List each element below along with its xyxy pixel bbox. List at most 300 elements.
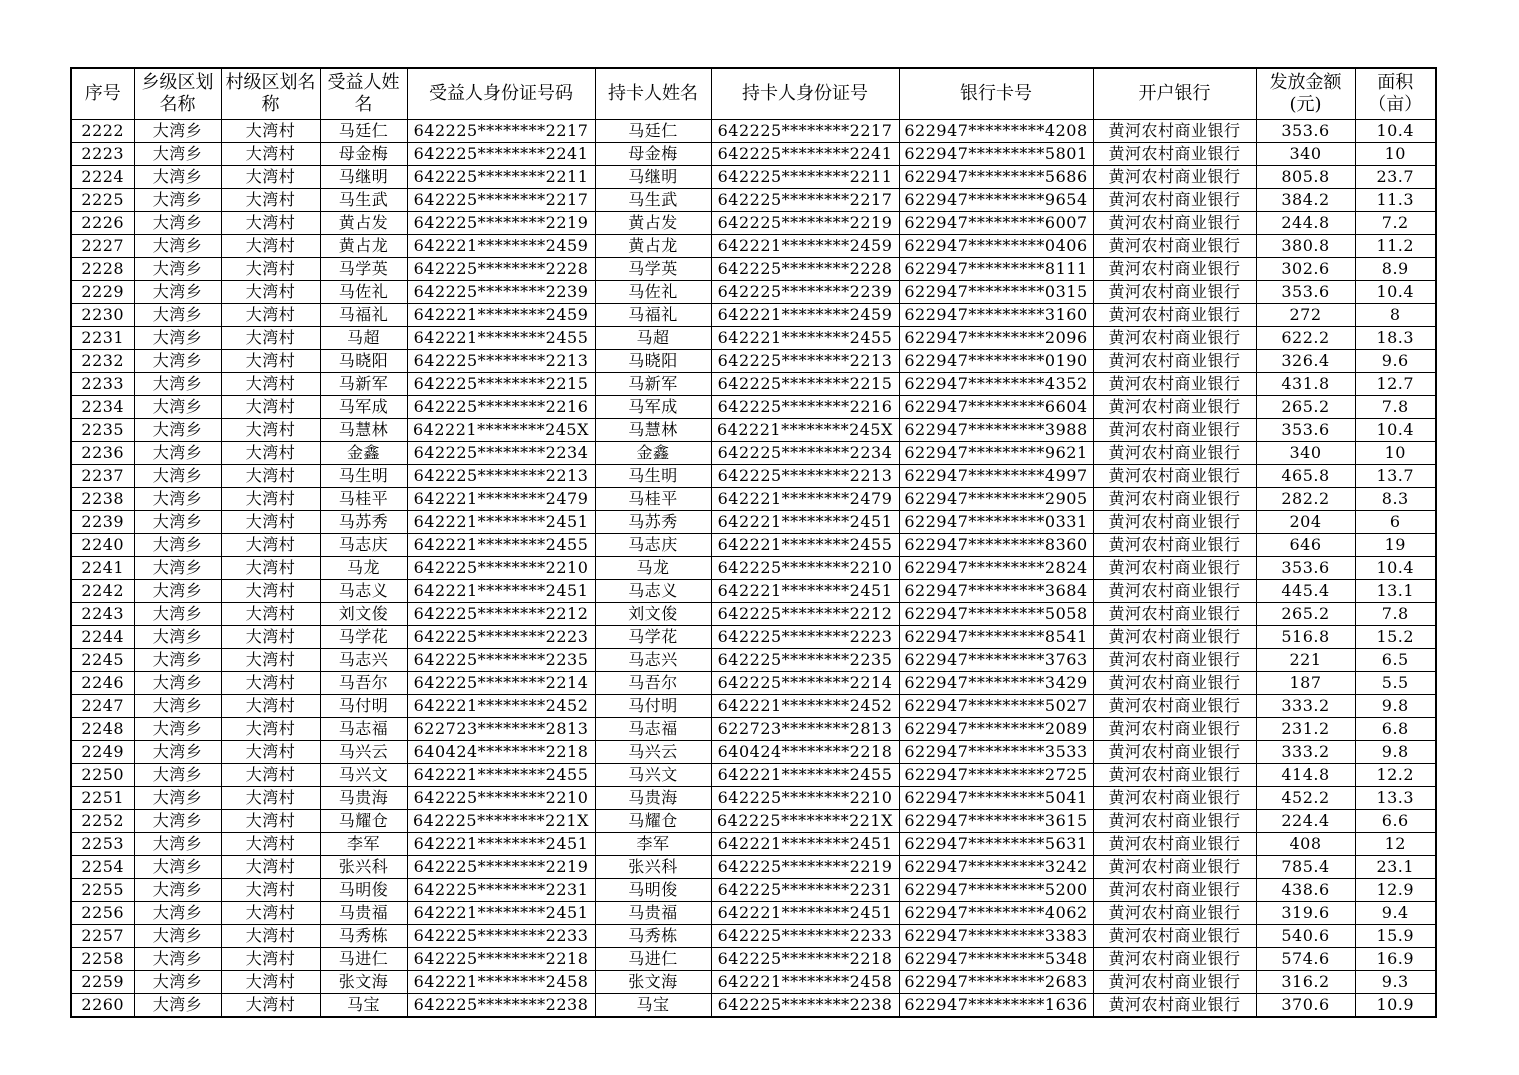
- cell-township: 大湾乡: [134, 327, 221, 350]
- cell-area: 9.3: [1355, 971, 1436, 994]
- cell-bank: 黄河农村商业银行: [1093, 189, 1256, 212]
- cell-beneficiary-id: 642225********2241: [407, 143, 595, 166]
- cell-area: 19: [1355, 534, 1436, 557]
- cell-index: 2248: [71, 718, 134, 741]
- cell-area: 23.7: [1355, 166, 1436, 189]
- cell-bank-card: 622947*********5348: [899, 948, 1093, 971]
- cell-beneficiary-name: 马兴云: [320, 741, 407, 764]
- cell-cardholder-name: 马生明: [595, 465, 711, 488]
- cell-area: 6.8: [1355, 718, 1436, 741]
- cell-village: 大湾村: [221, 396, 320, 419]
- cell-area: 7.2: [1355, 212, 1436, 235]
- cell-beneficiary-id: 642221********2479: [407, 488, 595, 511]
- cell-index: 2232: [71, 350, 134, 373]
- cell-beneficiary-id: 642225********2235: [407, 649, 595, 672]
- cell-bank: 黄河农村商业银行: [1093, 948, 1256, 971]
- cell-amount: 204: [1256, 511, 1355, 534]
- cell-township: 大湾乡: [134, 649, 221, 672]
- cell-cardholder-id: 642225********2217: [711, 120, 899, 143]
- cell-township: 大湾乡: [134, 672, 221, 695]
- cell-area: 16.9: [1355, 948, 1436, 971]
- cell-bank: 黄河农村商业银行: [1093, 511, 1256, 534]
- cell-cardholder-id: 642221********2451: [711, 833, 899, 856]
- cell-cardholder-name: 马志庆: [595, 534, 711, 557]
- table-row: [71, 465, 1436, 488]
- cell-bank: 黄河农村商业银行: [1093, 672, 1256, 695]
- table-row: [71, 925, 1436, 948]
- cell-bank: 黄河农村商业银行: [1093, 879, 1256, 902]
- cell-township: 大湾乡: [134, 534, 221, 557]
- cell-village: 大湾村: [221, 419, 320, 442]
- cell-cardholder-name: 马学英: [595, 258, 711, 281]
- cell-village: 大湾村: [221, 534, 320, 557]
- col-header-beneficiary-id: 受益人身份证号码: [407, 68, 595, 120]
- cell-bank-card: 622947*********5801: [899, 143, 1093, 166]
- cell-index: 2228: [71, 258, 134, 281]
- cell-cardholder-id: 642221********2459: [711, 235, 899, 258]
- table-row: [71, 764, 1436, 787]
- cell-area: 6.6: [1355, 810, 1436, 833]
- cell-cardholder-id: 642225********2213: [711, 350, 899, 373]
- cell-beneficiary-id: 642221********245X: [407, 419, 595, 442]
- cell-bank: 黄河农村商业银行: [1093, 971, 1256, 994]
- cell-beneficiary-id: 642225********2210: [407, 557, 595, 580]
- cell-index: 2255: [71, 879, 134, 902]
- cell-amount: 272: [1256, 304, 1355, 327]
- cell-cardholder-id: 622723********2813: [711, 718, 899, 741]
- cell-beneficiary-name: 马兴文: [320, 764, 407, 787]
- cell-beneficiary-id: 642221********2452: [407, 695, 595, 718]
- cell-bank-card: 622947*********0406: [899, 235, 1093, 258]
- cell-beneficiary-id: 642221********2458: [407, 971, 595, 994]
- cell-township: 大湾乡: [134, 488, 221, 511]
- cell-area: 8.9: [1355, 258, 1436, 281]
- col-header-beneficiary-name: 受益人姓名: [320, 68, 407, 120]
- cell-area: 12.9: [1355, 879, 1436, 902]
- cell-bank-card: 622947*********3615: [899, 810, 1093, 833]
- cell-beneficiary-id: 642225********2219: [407, 212, 595, 235]
- table-row: [71, 235, 1436, 258]
- cell-village: 大湾村: [221, 373, 320, 396]
- cell-beneficiary-id: 642225********2218: [407, 948, 595, 971]
- cell-cardholder-id: 642225********2215: [711, 373, 899, 396]
- cell-village: 大湾村: [221, 281, 320, 304]
- cell-amount: 414.8: [1256, 764, 1355, 787]
- cell-bank: 黄河农村商业银行: [1093, 787, 1256, 810]
- cell-area: 8.3: [1355, 488, 1436, 511]
- cell-township: 大湾乡: [134, 971, 221, 994]
- cell-cardholder-name: 马付明: [595, 695, 711, 718]
- cell-bank-card: 622947*********1636: [899, 994, 1093, 1018]
- cell-cardholder-name: 马耀仓: [595, 810, 711, 833]
- cell-beneficiary-name: 马慧林: [320, 419, 407, 442]
- table-row: [71, 258, 1436, 281]
- table-row: [71, 718, 1436, 741]
- cell-index: 2231: [71, 327, 134, 350]
- cell-bank-card: 622947*********3160: [899, 304, 1093, 327]
- cell-cardholder-name: 马兴云: [595, 741, 711, 764]
- cell-village: 大湾村: [221, 442, 320, 465]
- cell-village: 大湾村: [221, 787, 320, 810]
- cell-bank: 黄河农村商业银行: [1093, 442, 1256, 465]
- cell-cardholder-name: 马晓阳: [595, 350, 711, 373]
- table-row: [71, 649, 1436, 672]
- cell-index: 2243: [71, 603, 134, 626]
- cell-beneficiary-name: 马生明: [320, 465, 407, 488]
- cell-index: 2235: [71, 419, 134, 442]
- cell-village: 大湾村: [221, 741, 320, 764]
- cell-township: 大湾乡: [134, 626, 221, 649]
- cell-area: 8: [1355, 304, 1436, 327]
- cell-village: 大湾村: [221, 120, 320, 143]
- cell-bank: 黄河农村商业银行: [1093, 603, 1256, 626]
- cell-index: 2222: [71, 120, 134, 143]
- cell-bank-card: 622947*********2683: [899, 971, 1093, 994]
- table-row: [71, 166, 1436, 189]
- cell-beneficiary-id: 642225********221X: [407, 810, 595, 833]
- table-row: [71, 511, 1436, 534]
- cell-beneficiary-name: 马志福: [320, 718, 407, 741]
- cell-index: 2224: [71, 166, 134, 189]
- cell-village: 大湾村: [221, 212, 320, 235]
- cell-bank: 黄河农村商业银行: [1093, 212, 1256, 235]
- cell-cardholder-name: 马慧林: [595, 419, 711, 442]
- cell-amount: 333.2: [1256, 695, 1355, 718]
- cell-bank-card: 622947*********4352: [899, 373, 1093, 396]
- cell-cardholder-name: 李军: [595, 833, 711, 856]
- col-header-index: 序号: [71, 68, 134, 120]
- cell-village: 大湾村: [221, 580, 320, 603]
- cell-area: 15.9: [1355, 925, 1436, 948]
- cell-area: 10.4: [1355, 281, 1436, 304]
- cell-beneficiary-id: 642225********2223: [407, 626, 595, 649]
- cell-area: 15.2: [1355, 626, 1436, 649]
- cell-beneficiary-id: 642225********2234: [407, 442, 595, 465]
- cell-area: 10.4: [1355, 419, 1436, 442]
- cell-area: 7.8: [1355, 603, 1436, 626]
- cell-bank: 黄河农村商业银行: [1093, 649, 1256, 672]
- col-header-bank-card: 银行卡号: [899, 68, 1093, 120]
- cell-bank: 黄河农村商业银行: [1093, 327, 1256, 350]
- cell-bank: 黄河农村商业银行: [1093, 281, 1256, 304]
- cell-township: 大湾乡: [134, 580, 221, 603]
- cell-beneficiary-name: 马超: [320, 327, 407, 350]
- cell-township: 大湾乡: [134, 718, 221, 741]
- cell-index: 2258: [71, 948, 134, 971]
- cell-village: 大湾村: [221, 557, 320, 580]
- cell-amount: 244.8: [1256, 212, 1355, 235]
- cell-bank-card: 622947*********2824: [899, 557, 1093, 580]
- cell-township: 大湾乡: [134, 235, 221, 258]
- cell-beneficiary-id: 642221********2455: [407, 764, 595, 787]
- cell-cardholder-id: 642221********2452: [711, 695, 899, 718]
- cell-beneficiary-name: 张兴科: [320, 856, 407, 879]
- cell-beneficiary-name: 马晓阳: [320, 350, 407, 373]
- cell-beneficiary-name: 马生武: [320, 189, 407, 212]
- cell-index: 2245: [71, 649, 134, 672]
- cell-township: 大湾乡: [134, 396, 221, 419]
- cell-index: 2260: [71, 994, 134, 1018]
- cell-bank-card: 622947*********0315: [899, 281, 1093, 304]
- cell-cardholder-id: 642221********2459: [711, 304, 899, 327]
- cell-beneficiary-id: 642225********2217: [407, 120, 595, 143]
- cell-bank: 黄河农村商业银行: [1093, 994, 1256, 1018]
- cell-amount: 805.8: [1256, 166, 1355, 189]
- cell-township: 大湾乡: [134, 281, 221, 304]
- cell-area: 10: [1355, 442, 1436, 465]
- table-row: [71, 488, 1436, 511]
- cell-village: 大湾村: [221, 327, 320, 350]
- cell-amount: 326.4: [1256, 350, 1355, 373]
- cell-cardholder-id: 642225********2241: [711, 143, 899, 166]
- cell-bank: 黄河农村商业银行: [1093, 166, 1256, 189]
- cell-cardholder-name: 母金梅: [595, 143, 711, 166]
- cell-village: 大湾村: [221, 258, 320, 281]
- cell-cardholder-id: 642225********2218: [711, 948, 899, 971]
- cell-beneficiary-id: 642221********2455: [407, 534, 595, 557]
- cell-amount: 353.6: [1256, 419, 1355, 442]
- table-row: [71, 120, 1436, 143]
- table-row: [71, 557, 1436, 580]
- cell-cardholder-name: 马超: [595, 327, 711, 350]
- cell-bank: 黄河农村商业银行: [1093, 120, 1256, 143]
- cell-amount: 353.6: [1256, 557, 1355, 580]
- cell-area: 12.2: [1355, 764, 1436, 787]
- cell-beneficiary-name: 金鑫: [320, 442, 407, 465]
- cell-township: 大湾乡: [134, 143, 221, 166]
- cell-area: 10: [1355, 143, 1436, 166]
- cell-index: 2238: [71, 488, 134, 511]
- cell-township: 大湾乡: [134, 304, 221, 327]
- cell-bank-card: 622947*********0190: [899, 350, 1093, 373]
- table-row: [71, 902, 1436, 925]
- cell-amount: 231.2: [1256, 718, 1355, 741]
- cell-amount: 353.6: [1256, 281, 1355, 304]
- cell-bank-card: 622947*********2905: [899, 488, 1093, 511]
- cell-township: 大湾乡: [134, 833, 221, 856]
- cell-cardholder-id: 642225********2210: [711, 787, 899, 810]
- cell-beneficiary-name: 马新军: [320, 373, 407, 396]
- cell-beneficiary-name: 马桂平: [320, 488, 407, 511]
- cell-amount: 622.2: [1256, 327, 1355, 350]
- cell-bank: 黄河农村商业银行: [1093, 741, 1256, 764]
- cell-cardholder-id: 642225********2214: [711, 672, 899, 695]
- cell-bank-card: 622947*********3383: [899, 925, 1093, 948]
- cell-township: 大湾乡: [134, 212, 221, 235]
- cell-cardholder-name: 马秀栋: [595, 925, 711, 948]
- cell-cardholder-name: 刘文俊: [595, 603, 711, 626]
- cell-amount: 187: [1256, 672, 1355, 695]
- table-row: [71, 672, 1436, 695]
- table-row: [71, 971, 1436, 994]
- cell-cardholder-name: 马新军: [595, 373, 711, 396]
- cell-index: 2226: [71, 212, 134, 235]
- cell-bank-card: 622947*********5041: [899, 787, 1093, 810]
- cell-area: 11.3: [1355, 189, 1436, 212]
- cell-beneficiary-name: 马学花: [320, 626, 407, 649]
- cell-beneficiary-id: 642225********2213: [407, 465, 595, 488]
- cell-amount: 265.2: [1256, 603, 1355, 626]
- cell-amount: 302.6: [1256, 258, 1355, 281]
- table-row: [71, 419, 1436, 442]
- cell-village: 大湾村: [221, 971, 320, 994]
- table-row: [71, 810, 1436, 833]
- cell-cardholder-id: 640424********2218: [711, 741, 899, 764]
- cell-cardholder-id: 642221********2451: [711, 511, 899, 534]
- cell-bank-card: 622947*********2725: [899, 764, 1093, 787]
- cell-beneficiary-name: 马志庆: [320, 534, 407, 557]
- cell-beneficiary-id: 642225********2211: [407, 166, 595, 189]
- cell-cardholder-name: 马生武: [595, 189, 711, 212]
- cell-village: 大湾村: [221, 350, 320, 373]
- cell-cardholder-name: 马继明: [595, 166, 711, 189]
- cell-beneficiary-name: 马继明: [320, 166, 407, 189]
- cell-bank: 黄河农村商业银行: [1093, 143, 1256, 166]
- table-row: [71, 695, 1436, 718]
- cell-bank: 黄河农村商业银行: [1093, 626, 1256, 649]
- cell-index: 2253: [71, 833, 134, 856]
- cell-area: 9.8: [1355, 695, 1436, 718]
- cell-bank-card: 622947*********3429: [899, 672, 1093, 695]
- cell-township: 大湾乡: [134, 948, 221, 971]
- cell-township: 大湾乡: [134, 465, 221, 488]
- cell-beneficiary-id: 642221********2451: [407, 833, 595, 856]
- cell-cardholder-id: 642225********2217: [711, 189, 899, 212]
- cell-cardholder-name: 马佐礼: [595, 281, 711, 304]
- cell-beneficiary-id: 642225********2239: [407, 281, 595, 304]
- cell-cardholder-name: 马廷仁: [595, 120, 711, 143]
- cell-bank-card: 622947*********2089: [899, 718, 1093, 741]
- cell-township: 大湾乡: [134, 695, 221, 718]
- cell-cardholder-id: 642221********2455: [711, 764, 899, 787]
- cell-beneficiary-id: 640424********2218: [407, 741, 595, 764]
- cell-cardholder-id: 642221********2451: [711, 580, 899, 603]
- cell-township: 大湾乡: [134, 373, 221, 396]
- cell-beneficiary-name: 马志义: [320, 580, 407, 603]
- cell-bank: 黄河农村商业银行: [1093, 856, 1256, 879]
- cell-cardholder-name: 马志福: [595, 718, 711, 741]
- table-row: [71, 212, 1436, 235]
- cell-area: 10.4: [1355, 557, 1436, 580]
- cell-bank: 黄河农村商业银行: [1093, 718, 1256, 741]
- cell-cardholder-id: 642225********2213: [711, 465, 899, 488]
- cell-bank-card: 622947*********8360: [899, 534, 1093, 557]
- cell-index: 2252: [71, 810, 134, 833]
- cell-township: 大湾乡: [134, 120, 221, 143]
- table-row: [71, 948, 1436, 971]
- cell-beneficiary-name: 马秀栋: [320, 925, 407, 948]
- col-header-bank: 开户银行: [1093, 68, 1256, 120]
- cell-bank-card: 622947*********3763: [899, 649, 1093, 672]
- cell-village: 大湾村: [221, 994, 320, 1018]
- cell-cardholder-name: 张兴科: [595, 856, 711, 879]
- cell-cardholder-id: 642225********2233: [711, 925, 899, 948]
- cell-beneficiary-id: 642225********2228: [407, 258, 595, 281]
- cell-bank: 黄河农村商业银行: [1093, 580, 1256, 603]
- cell-bank-card: 622947*********3988: [899, 419, 1093, 442]
- cell-bank: 黄河农村商业银行: [1093, 810, 1256, 833]
- cell-area: 12: [1355, 833, 1436, 856]
- cell-bank: 黄河农村商业银行: [1093, 304, 1256, 327]
- cell-beneficiary-id: 622723********2813: [407, 718, 595, 741]
- cell-index: 2247: [71, 695, 134, 718]
- cell-index: 2254: [71, 856, 134, 879]
- cell-area: 18.3: [1355, 327, 1436, 350]
- cell-cardholder-name: 马贵福: [595, 902, 711, 925]
- cell-cardholder-id: 642221********2455: [711, 327, 899, 350]
- cell-index: 2242: [71, 580, 134, 603]
- cell-cardholder-name: 金鑫: [595, 442, 711, 465]
- cell-township: 大湾乡: [134, 258, 221, 281]
- table-row: [71, 741, 1436, 764]
- cell-beneficiary-id: 642225********2213: [407, 350, 595, 373]
- cell-township: 大湾乡: [134, 741, 221, 764]
- cell-village: 大湾村: [221, 879, 320, 902]
- cell-village: 大湾村: [221, 649, 320, 672]
- cell-area: 13.7: [1355, 465, 1436, 488]
- cell-beneficiary-id: 642225********2238: [407, 994, 595, 1018]
- table-row: [71, 350, 1436, 373]
- table-row: [71, 994, 1436, 1018]
- cell-bank: 黄河农村商业银行: [1093, 695, 1256, 718]
- cell-beneficiary-name: 马明俊: [320, 879, 407, 902]
- cell-amount: 340: [1256, 143, 1355, 166]
- cell-bank: 黄河农村商业银行: [1093, 419, 1256, 442]
- cell-cardholder-name: 马兴文: [595, 764, 711, 787]
- cell-township: 大湾乡: [134, 557, 221, 580]
- cell-area: 13.1: [1355, 580, 1436, 603]
- cell-beneficiary-id: 642225********2215: [407, 373, 595, 396]
- cell-township: 大湾乡: [134, 879, 221, 902]
- cell-beneficiary-name: 马贵福: [320, 902, 407, 925]
- cell-cardholder-name: 马贵海: [595, 787, 711, 810]
- cell-cardholder-name: 黄占发: [595, 212, 711, 235]
- cell-township: 大湾乡: [134, 764, 221, 787]
- cell-township: 大湾乡: [134, 166, 221, 189]
- cell-village: 大湾村: [221, 304, 320, 327]
- table-row: [71, 143, 1436, 166]
- cell-bank: 黄河农村商业银行: [1093, 534, 1256, 557]
- cell-village: 大湾村: [221, 948, 320, 971]
- table-row: [71, 442, 1436, 465]
- cell-area: 9.6: [1355, 350, 1436, 373]
- cell-index: 2227: [71, 235, 134, 258]
- cell-village: 大湾村: [221, 925, 320, 948]
- cell-index: 2249: [71, 741, 134, 764]
- cell-township: 大湾乡: [134, 810, 221, 833]
- cell-beneficiary-name: 黄占发: [320, 212, 407, 235]
- cell-bank-card: 622947*********4062: [899, 902, 1093, 925]
- cell-cardholder-id: 642225********2212: [711, 603, 899, 626]
- cell-cardholder-name: 马龙: [595, 557, 711, 580]
- cell-bank: 黄河农村商业银行: [1093, 373, 1256, 396]
- cell-village: 大湾村: [221, 626, 320, 649]
- cell-township: 大湾乡: [134, 419, 221, 442]
- cell-beneficiary-name: 黄占龙: [320, 235, 407, 258]
- cell-index: 2236: [71, 442, 134, 465]
- cell-beneficiary-id: 642225********2216: [407, 396, 595, 419]
- cell-beneficiary-name: 马宝: [320, 994, 407, 1018]
- cell-index: 2230: [71, 304, 134, 327]
- cell-village: 大湾村: [221, 235, 320, 258]
- subsidy-table: [70, 67, 1437, 1018]
- cell-amount: 438.6: [1256, 879, 1355, 902]
- cell-amount: 224.4: [1256, 810, 1355, 833]
- cell-beneficiary-id: 642221********2451: [407, 511, 595, 534]
- cell-township: 大湾乡: [134, 856, 221, 879]
- cell-amount: 221: [1256, 649, 1355, 672]
- cell-village: 大湾村: [221, 189, 320, 212]
